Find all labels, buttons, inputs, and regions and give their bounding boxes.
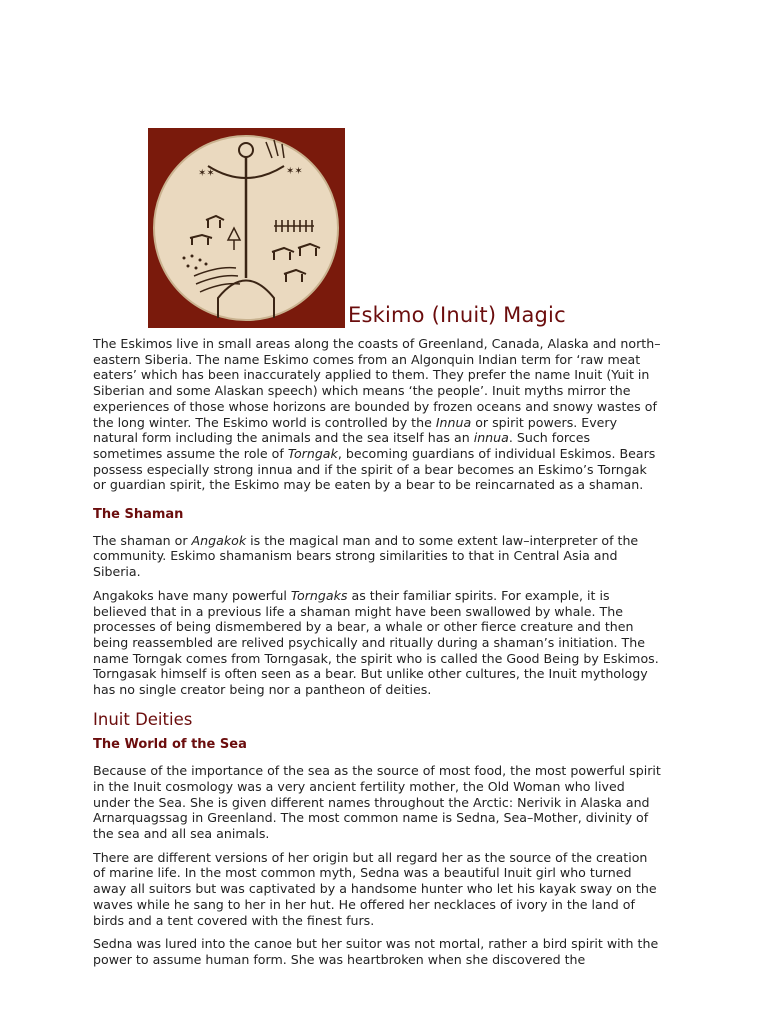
deities-paragraph-1: Because of the importance of the sea as the source of most food, the most powerful spirit in the Inuit cosmology was a very ancient fertility mother, the Old Woman who lived under the Sea. She is given different names throughout the Arctic: Nerivik in Alaska and Arnarquagssag in Greenland. The most common name is Sedna, Sea–Mother, divinity of the sea and all sea animals. bbox=[93, 763, 661, 841]
svg-text:✶✶: ✶✶ bbox=[286, 166, 303, 177]
shaman-paragraph-1: The shaman or Angakok is the magical man and to some extent law–interpreter of the community. Eskimo shamanism bears strong similarities to that in Central Asia and Siberia. bbox=[93, 532, 639, 580]
shaman-paragraph-2: Angakoks have many powerful Torngaks as their familiar spirits. For example, it is believed that in a previous life a shaman might have been swallowed by whale. The processes of being dismembered by a bear, a whale or other fierce creature and then being reassembled are relived psychically and ritually during a shaman’s initiation. The name Torngak comes from Torngasak, the spirit who is called the Good Being by Eskimos. Torngasak himself is often seen as a bear. But unlike other cultures, the Inuit mythology has no single creator being nor a pantheon of deities. bbox=[93, 587, 659, 698]
svg-text:✶✶: ✶✶ bbox=[198, 168, 215, 179]
shaman-drum-image bbox=[148, 128, 345, 328]
subsection-heading-sea: The World of the Sea bbox=[93, 737, 247, 753]
deities-paragraph-3: Sedna was lured into the canoe but her suitor was not mortal, rather a bird spirit with the power to assume human form. She was heartbroken when she discovered the bbox=[93, 936, 659, 967]
page-title: Eskimo (Inuit) Magic bbox=[348, 303, 566, 327]
intro-paragraph: The Eskimos live in small areas along the coasts of Greenland, Canada, Alaska and north–eastern Siberia. The name Eskimo comes from an Algonquin Indian term for ‘raw meat eaters’ which has been inaccurately applied to them. They prefer the name Inuit (Yuit in Siberian and some Alaskan speech) which means ‘the people’. Inuit myths mirror the experiences of those whose horizons are bounded by frozen oceans and snowy wastes of the long winter. The Eskimo world is controlled by the Innua or spirit powers. Every natural form including the animals and the sea itself has an innua. Such forces sometimes assume the role of Torngak, becoming guardians of individual Eskimos. Bears possess especially strong innua and if the spirit of a bear becomes an Eskimo’s Torngak or guardian spirit, the Eskimo may be eaten by a bear to be reincarnated as a shaman. bbox=[93, 336, 661, 493]
document-page bbox=[93, 108, 663, 976]
section-heading-deities: Inuit Deities bbox=[93, 709, 193, 729]
section-heading-shaman: The Shaman bbox=[93, 507, 184, 523]
deities-paragraph-2: There are different versions of her origin but all regard her as the source of the creation of marine life. In the most common myth, Sedna was a beautiful Inuit girl who turned away all suitors but was captivated by a handsome hunter who let his kayak sway on the waves while he sang to her in her hut. He offered her necklaces of ivory in the land of birds and a tent covered with the finest furs. bbox=[93, 849, 657, 928]
hero bbox=[93, 108, 663, 328]
